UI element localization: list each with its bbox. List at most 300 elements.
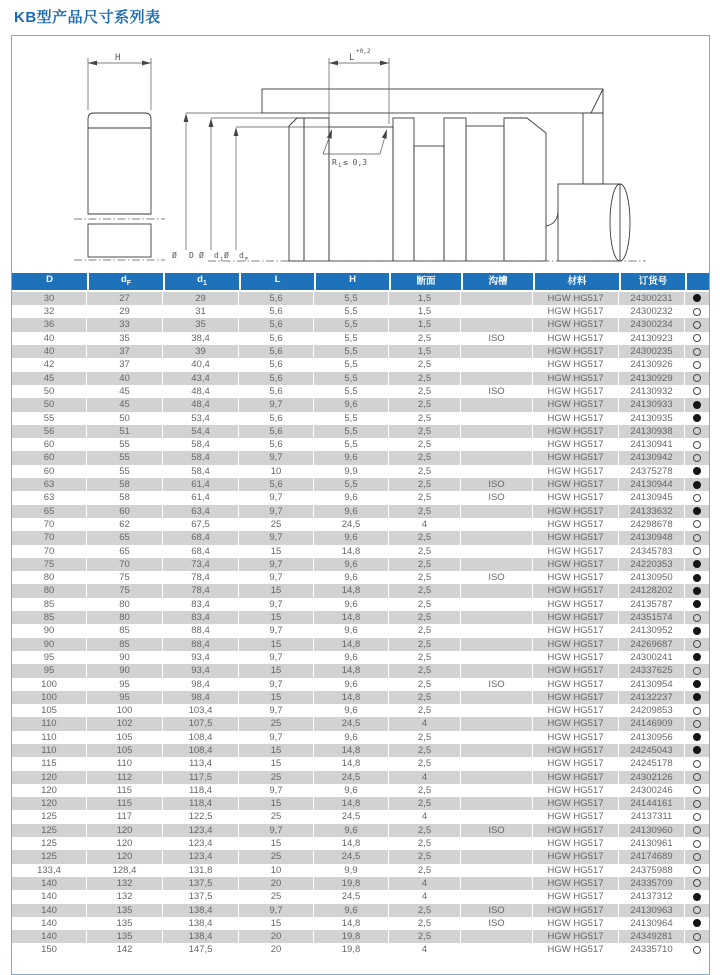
- table-cell: 5,5: [314, 385, 389, 398]
- table-row: [12, 930, 709, 943]
- table-cell: HGW HG517: [533, 744, 619, 757]
- col-header-order-number: 订货号: [619, 273, 685, 292]
- availability-cell: [685, 837, 709, 850]
- open-circle-icon: [693, 427, 701, 435]
- table-cell: 103,4: [163, 704, 239, 717]
- table-cell: 85: [12, 611, 87, 624]
- table-cell: 9,6: [314, 678, 389, 691]
- table-cell: 4: [389, 771, 461, 784]
- table-cell: 2,5: [389, 478, 461, 491]
- availability-cell: [685, 943, 709, 956]
- table-cell: 54,4: [163, 425, 239, 438]
- table-cell: 78,4: [163, 571, 239, 584]
- table-cell: 9,7: [239, 731, 314, 744]
- table-cell: 5,6: [239, 478, 314, 491]
- table-cell: 2,5: [389, 571, 461, 584]
- table-cell: 2,5: [389, 784, 461, 797]
- diameter-dimension-lines: [184, 113, 330, 250]
- table-cell: HGW HG517: [533, 824, 619, 837]
- availability-cell: [685, 624, 709, 637]
- open-circle-icon: [693, 494, 701, 502]
- table-cell: 15: [239, 611, 314, 624]
- table-cell: 9,7: [239, 704, 314, 717]
- table-cell: HGW HG517: [533, 292, 619, 305]
- table-cell: ISO: [461, 824, 533, 837]
- table-cell: [461, 624, 533, 637]
- availability-cell: [685, 890, 709, 903]
- table-cell: 48,4: [163, 385, 239, 398]
- table-cell: HGW HG517: [533, 598, 619, 611]
- table-cell: [461, 757, 533, 770]
- table-cell: 9,6: [314, 904, 389, 917]
- table-cell: [461, 451, 533, 464]
- table-cell: 61,4: [163, 491, 239, 504]
- table-cell: 133,4: [12, 864, 87, 877]
- table-cell: 122,5: [163, 810, 239, 823]
- table-cell: 15: [239, 584, 314, 597]
- availability-cell: [685, 611, 709, 624]
- table-cell: 15: [239, 797, 314, 810]
- table-cell: 24144161: [619, 797, 685, 810]
- table-cell: [461, 292, 533, 305]
- seal-ring-side-view: [74, 58, 165, 260]
- table-cell: 70: [87, 558, 163, 571]
- availability-cell: [685, 558, 709, 571]
- table-cell: 100: [87, 704, 163, 717]
- table-row: [12, 943, 709, 956]
- table-cell: 2,5: [389, 584, 461, 597]
- table-cell: HGW HG517: [533, 757, 619, 770]
- table-cell: 98,4: [163, 691, 239, 704]
- table-cell: 24137312: [619, 890, 685, 903]
- table-row: [12, 797, 709, 810]
- table-cell: 48,4: [163, 398, 239, 411]
- table-cell: [461, 810, 533, 823]
- table-cell: 45: [87, 398, 163, 411]
- filled-circle-icon: [693, 893, 701, 901]
- table-row: [12, 678, 709, 691]
- table-cell: 5,6: [239, 438, 314, 451]
- open-circle-icon: [693, 720, 701, 728]
- table-cell: 55: [87, 465, 163, 478]
- open-circle-icon: [693, 374, 701, 382]
- table-cell: 2,5: [389, 465, 461, 478]
- table-cell: 24130926: [619, 358, 685, 371]
- table-cell: 35: [87, 332, 163, 345]
- table-cell: [461, 531, 533, 544]
- table-cell: HGW HG517: [533, 864, 619, 877]
- technical-drawing: [12, 36, 709, 273]
- table-row: [12, 850, 709, 863]
- table-cell: 19,8: [314, 877, 389, 890]
- table-cell: 25: [239, 810, 314, 823]
- table-cell: HGW HG517: [533, 491, 619, 504]
- table-cell: 112: [87, 771, 163, 784]
- table-cell: 2,5: [389, 691, 461, 704]
- table-cell: HGW HG517: [533, 704, 619, 717]
- table-cell: 2,5: [389, 757, 461, 770]
- table-cell: 67,5: [163, 518, 239, 531]
- table-cell: 100: [12, 691, 87, 704]
- table-cell: 15: [239, 744, 314, 757]
- open-circle-icon: [693, 454, 701, 462]
- table-cell: [461, 465, 533, 478]
- table-cell: 5,6: [239, 372, 314, 385]
- table-cell: 5,6: [239, 425, 314, 438]
- table-cell: 9,7: [239, 491, 314, 504]
- col-header-h: H: [314, 273, 389, 292]
- table-cell: 2,5: [389, 611, 461, 624]
- table-cell: 2,5: [389, 930, 461, 943]
- table-cell: 5,5: [314, 358, 389, 371]
- open-circle-icon: [693, 933, 701, 941]
- table-cell: 20: [239, 877, 314, 890]
- table-row: [12, 398, 709, 411]
- table-cell: 24351574: [619, 611, 685, 624]
- table-cell: 5,5: [314, 305, 389, 318]
- table-cell: HGW HG517: [533, 638, 619, 651]
- table-row: [12, 305, 709, 318]
- availability-cell: [685, 545, 709, 558]
- dimension-label: ≤ 0,3: [343, 158, 368, 167]
- open-circle-icon: [693, 348, 701, 356]
- table-cell: 65: [87, 545, 163, 558]
- table-cell: 4: [389, 518, 461, 531]
- table-cell: 135: [87, 917, 163, 930]
- table-cell: 9,7: [239, 505, 314, 518]
- table-cell: 1,5: [389, 318, 461, 331]
- availability-cell: [685, 598, 709, 611]
- table-cell: 135: [87, 904, 163, 917]
- table-row: [12, 332, 709, 345]
- availability-cell: [685, 638, 709, 651]
- table-cell: 115: [12, 757, 87, 770]
- availability-cell: [685, 451, 709, 464]
- table-cell: [461, 651, 533, 664]
- table-cell: 120: [87, 837, 163, 850]
- table-cell: HGW HG517: [533, 345, 619, 358]
- table-cell: [461, 877, 533, 890]
- table-cell: 65: [12, 505, 87, 518]
- table-row: [12, 731, 709, 744]
- table-cell: 118,4: [163, 797, 239, 810]
- table-cell: 95: [12, 664, 87, 677]
- table-cell: 70: [12, 518, 87, 531]
- table-cell: 20: [239, 943, 314, 956]
- table-cell: ISO: [461, 478, 533, 491]
- filled-circle-icon: [693, 919, 701, 927]
- table-cell: 85: [87, 638, 163, 651]
- availability-cell: [685, 332, 709, 345]
- table-cell: 60: [12, 465, 87, 478]
- table-cell: 45: [87, 385, 163, 398]
- table-cell: 15: [239, 757, 314, 770]
- table-cell: 93,4: [163, 651, 239, 664]
- table-cell: 68,4: [163, 531, 239, 544]
- availability-cell: [685, 771, 709, 784]
- table-cell: 24245043: [619, 744, 685, 757]
- table-row: [12, 465, 709, 478]
- table-cell: HGW HG517: [533, 398, 619, 411]
- table-cell: 24174689: [619, 850, 685, 863]
- table-cell: HGW HG517: [533, 691, 619, 704]
- table-cell: 9,6: [314, 531, 389, 544]
- table-cell: 58,4: [163, 438, 239, 451]
- table-cell: 88,4: [163, 624, 239, 637]
- table-cell: 29: [163, 292, 239, 305]
- shaft-assembly: [208, 89, 646, 261]
- table-cell: 75: [12, 558, 87, 571]
- table-cell: 24300241: [619, 651, 685, 664]
- table-cell: 4: [389, 717, 461, 730]
- table-cell: 24130956: [619, 731, 685, 744]
- table-cell: 80: [12, 571, 87, 584]
- table-row: [12, 451, 709, 464]
- open-circle-icon: [693, 946, 701, 954]
- filled-circle-icon: [693, 746, 701, 754]
- table-cell: 5,6: [239, 412, 314, 425]
- table-row: [12, 318, 709, 331]
- table-cell: 125: [12, 850, 87, 863]
- table-row: [12, 531, 709, 544]
- table-cell: HGW HG517: [533, 904, 619, 917]
- table-cell: HGW HG517: [533, 784, 619, 797]
- table-cell: 24375988: [619, 864, 685, 877]
- col-header-d-outer: D: [12, 273, 87, 292]
- table-cell: 63: [12, 491, 87, 504]
- table-cell: [461, 438, 533, 451]
- table-cell: 24130942: [619, 451, 685, 464]
- table-cell: 95: [87, 678, 163, 691]
- availability-cell: [685, 505, 709, 518]
- table-cell: 140: [12, 917, 87, 930]
- table-cell: HGW HG517: [533, 664, 619, 677]
- table-cell: HGW HG517: [533, 425, 619, 438]
- table-cell: 120: [12, 771, 87, 784]
- availability-cell: [685, 425, 709, 438]
- table-cell: HGW HG517: [533, 372, 619, 385]
- table-cell: 108,4: [163, 731, 239, 744]
- filled-circle-icon: [693, 560, 701, 568]
- table-row: [12, 478, 709, 491]
- table-row: [12, 611, 709, 624]
- availability-cell: [685, 305, 709, 318]
- open-circle-icon: [693, 707, 701, 715]
- product-size-table: [12, 273, 709, 957]
- table-row: [12, 372, 709, 385]
- availability-cell: [685, 678, 709, 691]
- table-cell: [461, 717, 533, 730]
- table-cell: 36: [12, 318, 87, 331]
- table-cell: 5,5: [314, 412, 389, 425]
- table-cell: 58,4: [163, 465, 239, 478]
- table-cell: HGW HG517: [533, 478, 619, 491]
- dimension-label: D: [189, 251, 194, 260]
- filled-circle-icon: [693, 294, 701, 302]
- table-cell: 150: [12, 943, 87, 956]
- table-cell: HGW HG517: [533, 771, 619, 784]
- table-cell: 24130945: [619, 491, 685, 504]
- col-header-availability: [685, 273, 709, 292]
- table-cell: ISO: [461, 904, 533, 917]
- availability-cell: [685, 930, 709, 943]
- table-cell: 132: [87, 890, 163, 903]
- table-cell: HGW HG517: [533, 810, 619, 823]
- table-cell: 24130952: [619, 624, 685, 637]
- table-cell: 9,7: [239, 651, 314, 664]
- table-cell: 138,4: [163, 904, 239, 917]
- table-cell: HGW HG517: [533, 531, 619, 544]
- table-cell: [461, 398, 533, 411]
- table-cell: 2,5: [389, 917, 461, 930]
- table-cell: 19,8: [314, 930, 389, 943]
- table-cell: 15: [239, 638, 314, 651]
- table-cell: [461, 558, 533, 571]
- table-cell: HGW HG517: [533, 678, 619, 691]
- table-cell: 2,5: [389, 904, 461, 917]
- open-circle-icon: [693, 773, 701, 781]
- table-cell: 14,8: [314, 638, 389, 651]
- table-cell: 88,4: [163, 638, 239, 651]
- table-cell: 2,5: [389, 398, 461, 411]
- table-cell: HGW HG517: [533, 877, 619, 890]
- table-cell: 110: [87, 757, 163, 770]
- table-cell: [461, 771, 533, 784]
- col-header-l: L: [239, 273, 314, 292]
- table-cell: 14,8: [314, 797, 389, 810]
- table-cell: HGW HG517: [533, 624, 619, 637]
- table-cell: HGW HG517: [533, 558, 619, 571]
- table-cell: HGW HG517: [533, 385, 619, 398]
- table-row: [12, 425, 709, 438]
- table-row: [12, 598, 709, 611]
- open-circle-icon: [693, 387, 701, 395]
- table-cell: 15: [239, 837, 314, 850]
- table-cell: 24,5: [314, 518, 389, 531]
- table-cell: 135: [87, 930, 163, 943]
- table-row: [12, 412, 709, 425]
- table-cell: 123,4: [163, 824, 239, 837]
- table-cell: 5,6: [239, 292, 314, 305]
- table-cell: 2,5: [389, 545, 461, 558]
- availability-cell: [685, 478, 709, 491]
- table-cell: 24146909: [619, 717, 685, 730]
- table-cell: 2,5: [389, 558, 461, 571]
- table-cell: 140: [12, 930, 87, 943]
- availability-cell: [685, 757, 709, 770]
- open-circle-icon: [693, 866, 701, 874]
- open-circle-icon: [693, 906, 701, 914]
- table-cell: 125: [12, 837, 87, 850]
- table-cell: 10: [239, 465, 314, 478]
- table-cell: 37: [87, 358, 163, 371]
- table-cell: 120: [87, 850, 163, 863]
- table-cell: 9,6: [314, 571, 389, 584]
- table-cell: 24337625: [619, 664, 685, 677]
- table-cell: 123,4: [163, 850, 239, 863]
- open-circle-icon: [693, 547, 701, 555]
- open-circle-icon: [693, 640, 701, 648]
- table-row: [12, 704, 709, 717]
- table-cell: 50: [87, 412, 163, 425]
- table-cell: HGW HG517: [533, 451, 619, 464]
- table-cell: 14,8: [314, 744, 389, 757]
- table-cell: 137,5: [163, 890, 239, 903]
- table-cell: 30: [12, 292, 87, 305]
- table-cell: [461, 611, 533, 624]
- table-cell: ISO: [461, 332, 533, 345]
- table-cell: 113,4: [163, 757, 239, 770]
- availability-cell: [685, 864, 709, 877]
- table-cell: 9,6: [314, 398, 389, 411]
- availability-cell: [685, 704, 709, 717]
- table-cell: 15: [239, 664, 314, 677]
- availability-cell: [685, 518, 709, 531]
- table-cell: 24,5: [314, 771, 389, 784]
- open-circle-icon: [693, 667, 701, 675]
- open-circle-icon: [693, 520, 701, 528]
- table-cell: 58: [87, 478, 163, 491]
- table-cell: 15: [239, 917, 314, 930]
- dimension-label: +0,2: [356, 48, 371, 55]
- table-cell: 1,5: [389, 305, 461, 318]
- table-cell: 55: [12, 412, 87, 425]
- table-cell: 24,5: [314, 850, 389, 863]
- open-circle-icon: [693, 361, 701, 369]
- table-cell: [461, 890, 533, 903]
- table-cell: HGW HG517: [533, 505, 619, 518]
- table-cell: 60: [87, 505, 163, 518]
- filled-circle-icon: [693, 733, 701, 741]
- table-cell: 120: [12, 784, 87, 797]
- table-cell: 2,5: [389, 651, 461, 664]
- table-cell: 9,9: [314, 465, 389, 478]
- table-row: [12, 810, 709, 823]
- table-cell: 24135787: [619, 598, 685, 611]
- table-row: [12, 505, 709, 518]
- table-cell: HGW HG517: [533, 731, 619, 744]
- table-cell: 2,5: [389, 837, 461, 850]
- table-cell: 2,5: [389, 797, 461, 810]
- table-cell: 75: [87, 571, 163, 584]
- table-row: [12, 545, 709, 558]
- table-cell: 5,6: [239, 332, 314, 345]
- table-cell: 24349281: [619, 930, 685, 943]
- table-row: [12, 385, 709, 398]
- table-cell: 78,4: [163, 584, 239, 597]
- table-row: [12, 624, 709, 637]
- table-cell: 14,8: [314, 757, 389, 770]
- table-cell: 58: [87, 491, 163, 504]
- table-row: [12, 558, 709, 571]
- table-row: [12, 771, 709, 784]
- table-cell: 24130941: [619, 438, 685, 451]
- table-cell: 14,8: [314, 584, 389, 597]
- table-cell: [461, 518, 533, 531]
- table-cell: 9,6: [314, 624, 389, 637]
- table-cell: 24300234: [619, 318, 685, 331]
- table-cell: HGW HG517: [533, 717, 619, 730]
- table-cell: 70: [12, 545, 87, 558]
- table-cell: 40,4: [163, 358, 239, 371]
- table-cell: 75: [87, 584, 163, 597]
- table-cell: 5,6: [239, 318, 314, 331]
- table-cell: 25: [239, 518, 314, 531]
- table-row: [12, 890, 709, 903]
- table-row: [12, 837, 709, 850]
- table-row: [12, 438, 709, 451]
- table-cell: 80: [87, 598, 163, 611]
